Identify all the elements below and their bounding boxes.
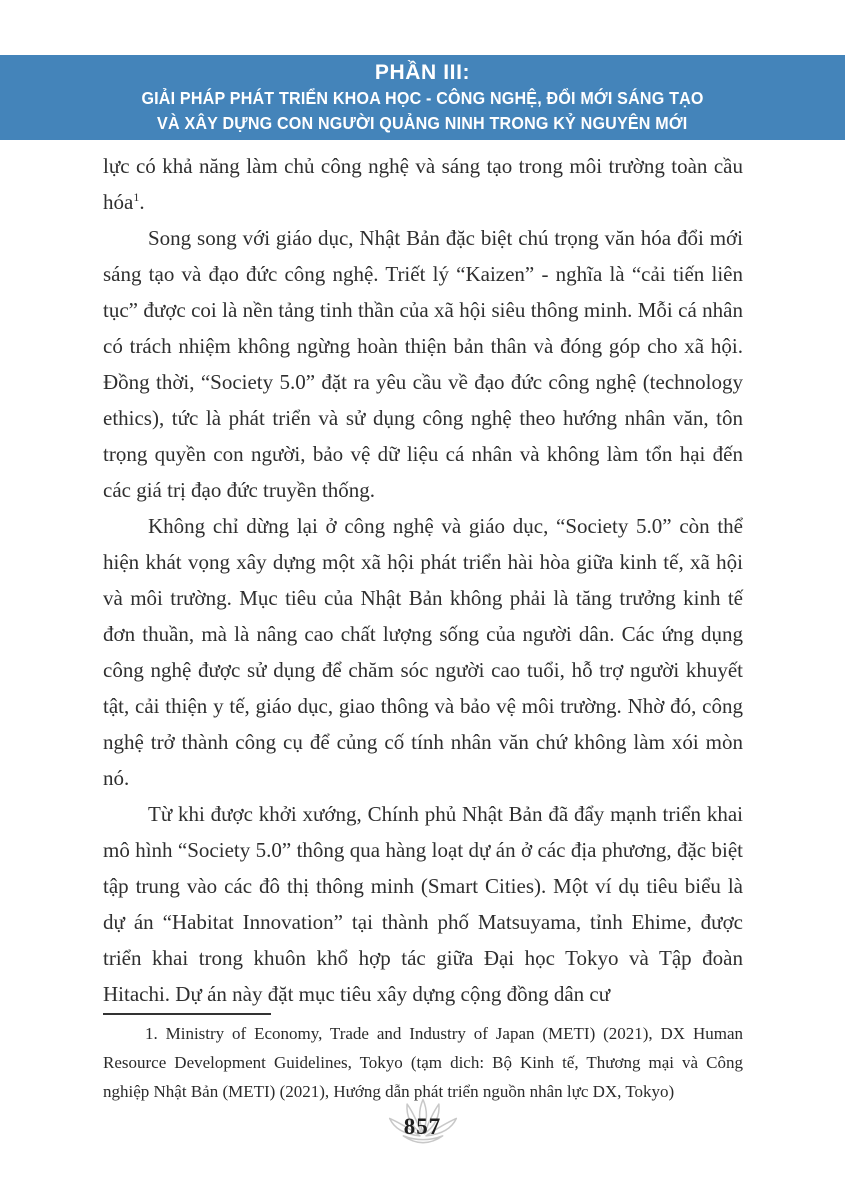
footnote: 1. Ministry of Economy, Trade and Industry of Japan (METI) (2021), DX Human Resource Development Guidelines, Tokyo (tạm dich: Bộ Kinh tế, Thương mại và Công nghiệp Nhật Bản (METI) (2021), Hướng dẫn phát triển nguồn nhân lực DX, Tokyo): [103, 1024, 743, 1101]
footnote-ref-1: 1: [133, 190, 140, 204]
page-number-ornament: [385, 1098, 461, 1148]
paragraph-3: Không chỉ dừng lại ở công nghệ và giáo dục, “Society 5.0” còn thể hiện khát vọng xây dựng một xã hội phát triển hài hòa giữa kinh tế, xã hội và môi trường. Mục tiêu của Nhật Bản không phải là tăng trưởng kinh tế đơn thuần, mà là nâng cao chất lượng sống của người dân. Các ứng dụng công nghệ được sử dụng để chăm sóc người cao tuổi, hỗ trợ người khuyết tật, cải thiện y tế, giáo dục, giao thông và bảo vệ môi trường. Nhờ đó, công nghệ trở thành công cụ để củng cố tính nhân văn chứ không làm xói mòn nó.: [103, 514, 743, 790]
section-subtitle-line2: VÀ XÂY DỰNG CON NGƯỜI QUẢNG NINH TRONG KỶ NGUYÊN MỚI: [157, 112, 688, 133]
paragraph-2: Song song với giáo dục, Nhật Bản đặc biệt chú trọng văn hóa đổi mới sáng tạo và đạo đức công nghệ. Triết lý “Kaizen” - nghĩa là “cải tiến liên tục” được coi là nền tảng tinh thần của xã hội siêu thông minh. Mỗi cá nhân có trách nhiệm không ngừng hoàn thiện bản thân và đóng góp cho xã hội. Đồng thời, “Society 5.0” đặt ra yêu cầu về đạo đức công nghệ (technology ethics), tức là phát triển và sử dụng công nghệ theo hướng nhân văn, tôn trọng quyền con người, bảo vệ dữ liệu cá nhân và không làm tổn hại đến các giá trị đạo đức truyền thống.: [103, 226, 743, 502]
page-number: 857: [403, 1114, 442, 1139]
body-text: [103, 148, 743, 1012]
page-footer: [0, 1098, 845, 1148]
section-subtitle-line1: GIẢI PHÁP PHÁT TRIỂN KHOA HỌC - CÔNG NGHỆ, ĐỔI MỚI SÁNG TẠO: [141, 87, 704, 108]
paragraph-1-text: lực có khả năng làm chủ công nghệ và sáng tạo trong môi trường toàn cầu hóa: [103, 154, 743, 214]
section-header-band: [0, 55, 845, 140]
footnote-separator: [103, 1013, 271, 1015]
paragraph-1-tail: .: [139, 190, 145, 214]
paragraph-1: [103, 148, 743, 220]
part-title: PHẦN III:: [374, 60, 471, 84]
paragraph-4: Từ khi được khởi xướng, Chính phủ Nhật Bản đã đẩy mạnh triển khai mô hình “Society 5.0” thông qua hàng loạt dự án ở các địa phương, đặc biệt tập trung vào các đô thị thông minh (Smart Cities). Một ví dụ tiêu biểu là dự án “Habitat Innovation” tại thành phố Matsuyama, tỉnh Ehime, được triển khai trong khuôn khổ hợp tác giữa Đại học Tokyo và Tập đoàn Hitachi. Dự án này đặt mục tiêu xây dựng cộng đồng dân cư: [103, 802, 743, 1006]
